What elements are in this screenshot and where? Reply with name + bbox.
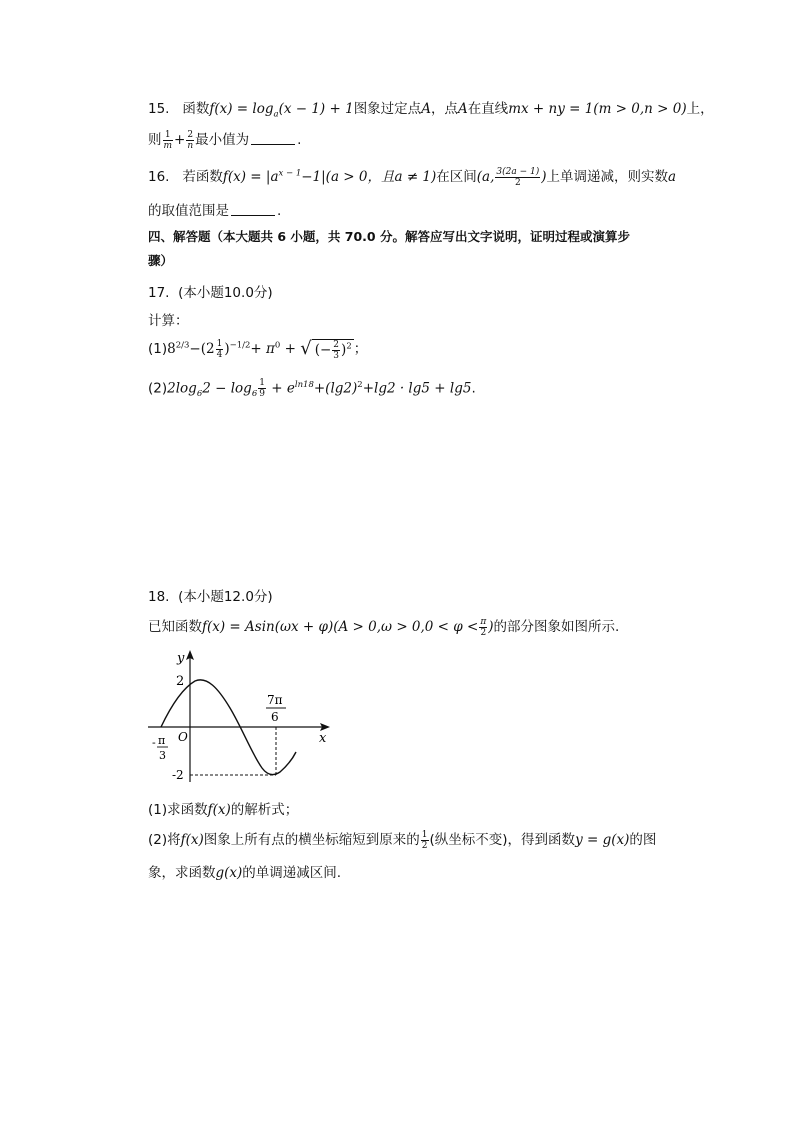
q18-text: 象，求函数 [148,865,216,881]
q18-number: 18. [148,589,170,605]
q17-p2-term4: +(lg2) [313,380,358,397]
q18-fx: f(x) [180,832,204,848]
sine-graph-figure [146,648,336,788]
q17-p2-fraction [258,378,266,399]
x-left-numerator: π [158,734,166,747]
q17-p2-end: . [471,380,476,397]
q18-fx: f(x) [207,802,231,818]
q15-line-equation: mx + ny = 1(m > 0,n > 0) [508,101,687,117]
frac-numerator: 2 [187,129,194,140]
q16-function: f(x) = |a [222,169,279,185]
frac-denominator: 2 [514,177,521,188]
q16-line1 [148,165,676,188]
q15-fraction-2-over-n [186,130,194,151]
frac-numerator: 1 [163,130,174,141]
q15-text: 上， [686,101,714,117]
q17-p1-sqrt: √ (− $\frac{2}{3}$ )$^2$ [300,337,352,361]
q17-p1-pi: + π [250,341,275,357]
q16-text: 若函数 [182,169,223,185]
section-heading-cont: 骤） [148,253,174,268]
frac-numerator: 3(2a − 1) [496,166,540,177]
q15-function-rest: (x − 1) + 1 [278,101,354,117]
q17-p1-close: ) [224,341,230,357]
q16-interval-close: ) [541,169,547,185]
q17-p2-exp4: 2 [357,380,363,390]
q18-sub1 [148,798,298,818]
q16-answer-blank[interactable] [231,204,275,216]
q16-end: . [277,203,282,219]
q17-p2-term5: +lg2 · lg5 + lg5 [362,380,472,397]
q18-gx: g(x) [215,865,243,881]
q17-part1-label: (1) [148,341,168,357]
q16-variable: a [668,169,677,185]
q17-p1-base: 8 [167,341,176,357]
q15-plus: + [174,132,186,148]
q15-end: . [297,132,302,148]
x-right-numerator: 7π [267,693,283,707]
q18-text: 的单调递减区间. [242,865,342,881]
frac-denominator: n [187,140,194,151]
y-max-label: 2 [176,674,185,689]
q18-function-close: ) [488,619,494,635]
q17-part1 [148,337,367,361]
q15-fraction-1-over-m [163,130,174,151]
x-axis-label: x [319,731,327,746]
frac-denominator: 4 [216,349,223,360]
q17-p2-exp3: ln18 [294,380,314,390]
x-left-sign: - [152,736,156,749]
q16-text: 上单调递减，则实数 [546,169,669,185]
frac-numerator: 1 [216,338,223,349]
q16-exponent: x − 1 [278,168,302,179]
q17-p2-term1: 2log [167,380,197,397]
q18-half-fraction [421,830,429,851]
q17-p2-term3: + e [271,380,295,397]
q16-number: 16. [148,169,170,185]
q17-number: 17. [148,285,170,301]
frac-denominator: 3 [333,350,340,361]
q15-number: 15. [148,101,170,117]
origin-label: O [178,730,188,744]
q15-function: f(x) = log [209,101,274,117]
q17-intro: 计算： [148,313,189,329]
frac-numerator: 1 [421,829,428,840]
q17-p1-end: ； [353,341,368,357]
q15-text: 在直线 [467,101,509,117]
sqrt-open: (− [314,341,332,358]
q16-text: 的取值范围是 [148,203,229,219]
q15-text: 则 [148,132,162,148]
q15-text: 图象过定点 [353,101,422,117]
q15-text: 函数 [182,101,210,117]
q15-point: A [421,101,431,117]
q16-function-rest: −1|(a > 0，且a ≠ 1) [301,169,437,185]
q18-fraction-pi-over-2 [479,617,487,638]
q15-point: A [457,101,468,117]
y-min-label: -2 [172,768,184,782]
q18-text: 求函数 [167,802,208,818]
q16-line2 [148,199,281,219]
q15-text: 最小值为 [195,132,250,148]
q17-p1-plus: + [284,341,296,357]
q18-text: (纵坐标不变)，得到函数 [429,832,576,848]
q15-text: ，点 [430,101,458,117]
q18-text: 的解析式； [230,802,299,818]
sqrt-exponent: 2 [346,341,352,351]
q18-header [148,585,273,605]
frac-denominator: 2 [480,627,487,638]
q18-sub1-label: (1) [148,802,168,818]
frac-denominator: m [163,140,173,151]
q17-points: (本小题10.0分) [178,285,273,301]
q17-header [148,281,273,301]
q16-interval-open: (a, [476,169,495,185]
q18-gx: y = g(x) [575,832,630,848]
q15-answer-blank[interactable] [251,133,295,145]
q15-line2 [148,128,301,151]
q18-text: 的图 [629,832,657,848]
q17-p2-base2: 6 [251,389,258,400]
q18-sub2-line2 [148,861,341,881]
q15-log-base: a [273,109,279,120]
x-left-denominator: 3 [159,749,166,762]
q17-p1-mixed-fraction [216,339,224,360]
q18-text: 的部分图象如图所示. [493,619,620,635]
q17-part2 [148,378,476,399]
q15-line1 [148,97,714,120]
q18-sub2-label: (2) [148,832,168,848]
q17-p1-pi-exponent: 0 [274,340,281,351]
sqrt-fraction [332,340,340,361]
q18-sub2-line1 [148,828,656,851]
y-axis-label: y [177,651,185,666]
q18-text: 图象上所有点的横坐标缩短到原来的 [203,832,420,848]
frac-denominator: 9 [259,389,265,399]
sqrt-close: ) [341,341,347,358]
q17-p1-minus: −(2 [189,341,215,357]
frac-denominator: 2 [421,840,428,851]
q17-p2-term2: 2 − log [202,380,252,397]
x-right-denominator: 6 [271,710,279,724]
q17-p1-exponent2: −1/2 [229,340,251,351]
q17-p1-exponent: 2/3 [175,340,190,351]
q17-p2-base1: 6 [196,389,203,400]
q18-text: 将 [167,832,181,848]
q18-text: 已知函数 [148,619,202,635]
q18-points: (本小题12.0分) [178,589,273,605]
q16-text: 在区间 [436,169,477,185]
q17-part2-label: (2) [148,380,168,397]
q16-interval-fraction [495,167,540,188]
section-heading: 四、解答题（本大题共 6 小题，共 70.0 分。解答应写出文字说明，证明过程或演算步 [148,229,630,244]
q18-statement [148,615,619,638]
frac-numerator: 2 [333,339,340,350]
frac-numerator: π [480,616,487,627]
q18-function: f(x) = Asin(ωx + φ)(A > 0,ω > 0,0 < φ < [202,619,479,635]
frac-numerator: 1 [259,378,265,388]
